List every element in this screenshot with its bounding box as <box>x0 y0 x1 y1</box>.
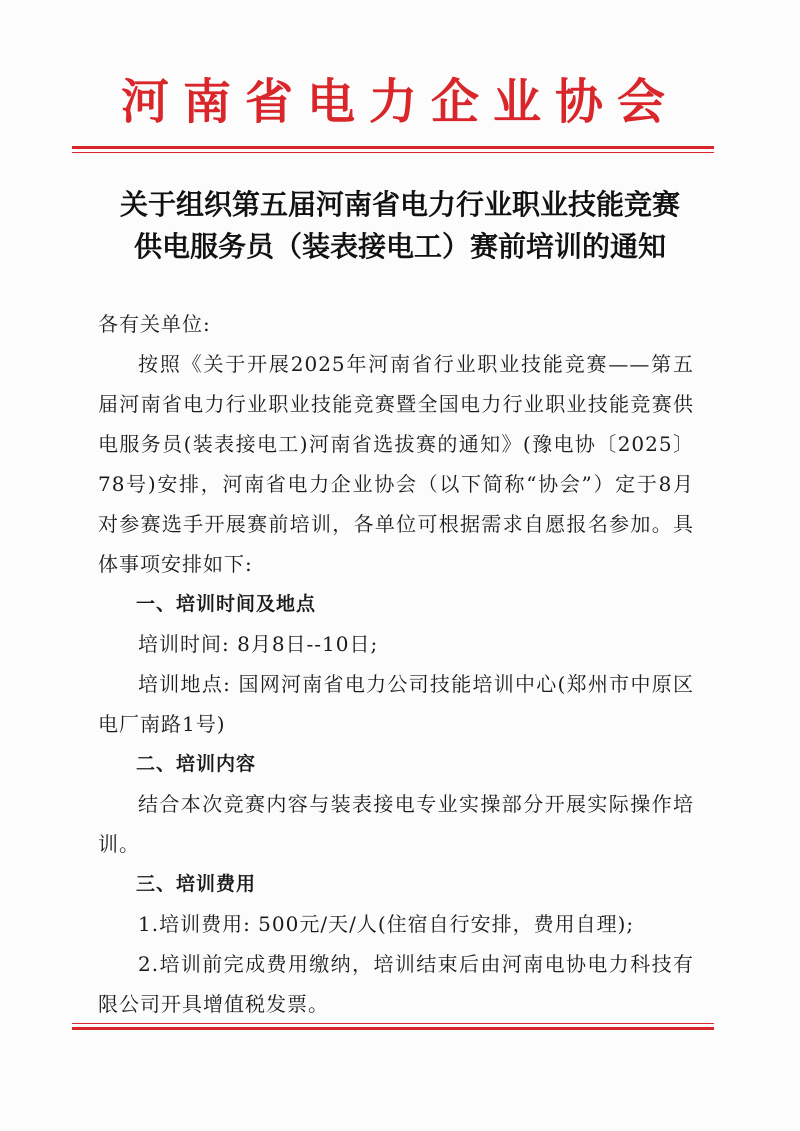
section-heading-content: 二、培训内容 <box>136 753 257 775</box>
training-time: 培训时间: 8月8日--10日; <box>138 632 379 656</box>
organization-letterhead: 河南省电力企业协会 <box>120 74 679 130</box>
intro-paragraph: 按照《关于开展2025年河南省行业职业技能竞赛——第五届河南省电力行业职业技能竞赛暨全国电力行业职业技能竞赛供电服务员(装表接电工)河南省选拔赛的通知》(豫电协〔2025〕78号)安排，河南省电力企业协会（以下简称“协会”）定于8月对参赛选手开展赛前培训，各单位可根据需求自愿报名参加。具体事项安排如下: <box>98 352 694 576</box>
document-body <box>98 304 694 1024</box>
section-heading-time-location: 一、培训时间及地点 <box>136 593 317 615</box>
letterhead-rule-thick <box>72 146 714 149</box>
training-location: 培训地点: 国网河南省电力公司技能培训中心(郑州市中原区电厂南路1号) <box>98 672 694 736</box>
training-content: 结合本次竞赛内容与装表接电专业实操部分开展实际操作培训。 <box>98 792 694 856</box>
salutation: 各有关单位: <box>98 312 211 336</box>
footer-rule-thick <box>72 1027 714 1030</box>
footer-rule-thin <box>72 1023 714 1024</box>
document-title <box>60 184 740 268</box>
document-title-line-2: 供电服务员（装表接电工）赛前培训的通知 <box>133 230 666 263</box>
letterhead-rule-thin <box>72 152 714 153</box>
training-fee-item-1: 1.培训费用: 500元/天/人(住宿自行安排，费用自理); <box>138 912 635 936</box>
section-heading-fees: 三、培训费用 <box>136 873 257 895</box>
document-title-line-1: 关于组织第五届河南省电力行业职业技能竞赛 <box>119 188 680 221</box>
training-fee-item-2: 2.培训前完成费用缴纳，培训结束后由河南电协电力科技有限公司开具增值税发票。 <box>98 952 694 1016</box>
